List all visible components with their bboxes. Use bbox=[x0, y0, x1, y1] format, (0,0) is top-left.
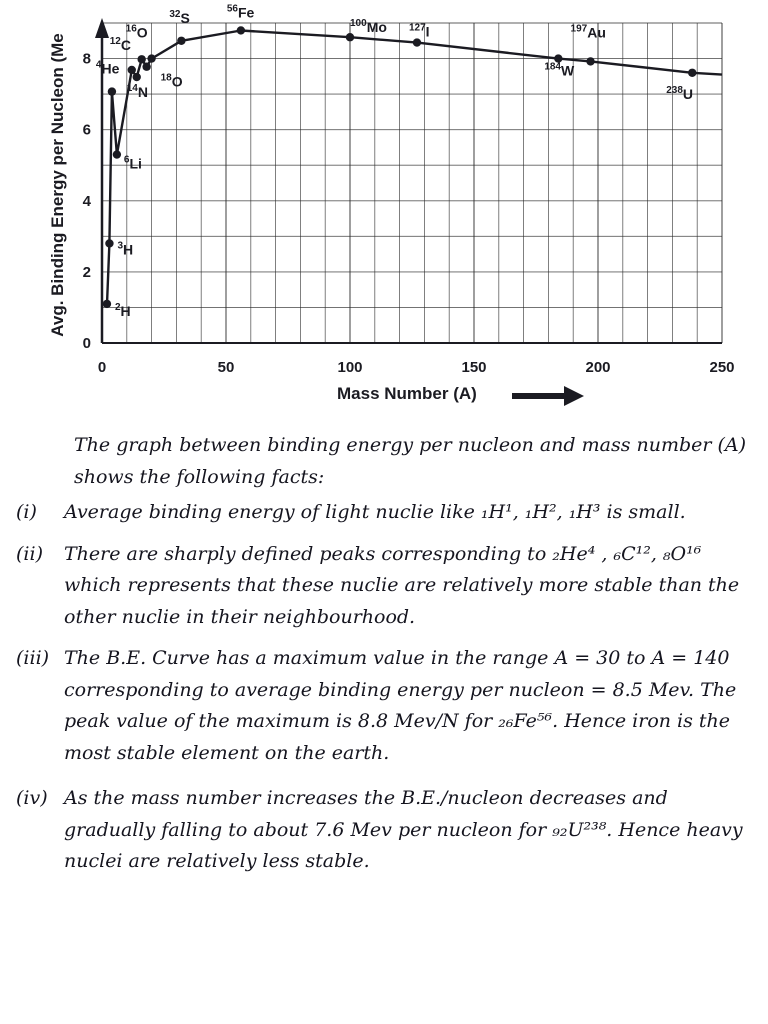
note-number: (iv) bbox=[16, 787, 48, 809]
point-label-element: C bbox=[120, 36, 132, 53]
point-label bbox=[161, 73, 183, 90]
data-point bbox=[113, 150, 121, 158]
note-text: There are sharply defined peaks corresponding to ₂He⁴ , ₆C¹², ₈O¹⁶ which represents that these nuclie are relatively more stable than the other nuclie in their neighbourhood. bbox=[64, 542, 740, 628]
data-point bbox=[147, 54, 155, 62]
point-label-mass: 18 bbox=[160, 72, 172, 84]
point-label bbox=[127, 83, 148, 100]
point-label bbox=[117, 240, 133, 257]
data-point bbox=[103, 300, 111, 308]
point-label bbox=[227, 3, 255, 20]
y-axis-arrow bbox=[95, 18, 109, 38]
point-label-element: He bbox=[101, 60, 120, 77]
point-label bbox=[544, 62, 575, 79]
note-number: (iii) bbox=[16, 647, 50, 669]
point-label-mass: 127 bbox=[408, 22, 426, 34]
binding-energy-chart bbox=[0, 0, 768, 430]
point-label-element: Li bbox=[129, 155, 142, 172]
data-point bbox=[142, 63, 150, 71]
point-label-element: H bbox=[123, 241, 134, 258]
point-label-mass: 32 bbox=[169, 8, 181, 20]
point-label-element: I bbox=[425, 23, 430, 40]
data-point bbox=[688, 69, 696, 77]
data-point bbox=[105, 239, 113, 247]
note-number: (i) bbox=[16, 501, 37, 523]
x-axis-title: Mass Number (A) bbox=[337, 384, 477, 403]
note-number: (ii) bbox=[16, 542, 43, 565]
y-tick-label: 2 bbox=[82, 263, 91, 281]
note-text: As the mass number increases the B.E./nucleon decreases and gradually falling to about 7.6 Mev per nucleon for ₉₂U²³⁸. Hence heavy nuclei are relatively less stable. bbox=[64, 787, 743, 872]
point-label-element: U bbox=[682, 85, 694, 102]
point-label bbox=[571, 23, 606, 40]
point-label-element: W bbox=[561, 62, 575, 79]
point-label-mass: 12 bbox=[109, 35, 121, 47]
point-label bbox=[115, 302, 131, 319]
point-label bbox=[110, 36, 131, 53]
point-label-mass: 6 bbox=[123, 154, 130, 166]
x-tick-label: 50 bbox=[217, 359, 235, 376]
data-point bbox=[177, 37, 185, 45]
notes-intro: The graph between binding energy per nucleon and mass number (A) shows the following facts: bbox=[74, 434, 747, 488]
point-label-element: N bbox=[137, 84, 148, 101]
x-tick-label: 200 bbox=[585, 359, 611, 376]
data-point bbox=[133, 73, 141, 81]
x-tick-label: 0 bbox=[97, 359, 107, 376]
data-point bbox=[137, 55, 145, 63]
point-label-mass: 184 bbox=[544, 61, 562, 73]
point-label-element: Fe bbox=[238, 4, 255, 21]
notes bbox=[16, 430, 752, 888]
x-axis-title-arrow bbox=[512, 386, 584, 406]
data-point bbox=[586, 57, 594, 65]
point-label-element: S bbox=[180, 9, 190, 26]
data-point bbox=[108, 87, 116, 95]
point-label-mass: 3 bbox=[117, 240, 124, 252]
point-label bbox=[666, 85, 693, 102]
point-label-mass: 14 bbox=[126, 83, 138, 95]
point-label-element: O bbox=[171, 73, 183, 90]
point-label-mass: 100 bbox=[350, 18, 367, 30]
note-point-2 bbox=[16, 539, 752, 634]
y-tick-label: 0 bbox=[82, 335, 91, 352]
data-point bbox=[128, 66, 136, 74]
note-point-3 bbox=[16, 643, 752, 769]
data-point bbox=[346, 33, 354, 41]
note-text: Average binding energy of light nuclie like ₁H¹, ₁H², ₁H³ is small. bbox=[64, 501, 686, 523]
x-tick-label: 250 bbox=[709, 359, 735, 376]
y-axis-title: Avg. Binding Energy per Nucleon (Me bbox=[48, 33, 67, 337]
point-label bbox=[409, 23, 430, 40]
point-label-mass: 238 bbox=[666, 84, 683, 96]
x-tick-label: 150 bbox=[461, 359, 487, 376]
point-label-mass: 2 bbox=[114, 301, 121, 313]
point-label-element: Mo bbox=[366, 19, 387, 36]
point-label-mass: 56 bbox=[226, 3, 239, 15]
tick-labels bbox=[83, 51, 735, 376]
point-label-mass: 16 bbox=[125, 23, 137, 35]
y-tick-label: 4 bbox=[82, 192, 91, 210]
y-tick-label: 6 bbox=[82, 121, 91, 139]
y-tick-label: 8 bbox=[82, 50, 91, 68]
point-label-mass: 4 bbox=[95, 59, 102, 71]
data-point bbox=[237, 26, 245, 34]
data-point bbox=[413, 38, 421, 46]
point-label-element: Au bbox=[587, 24, 606, 41]
point-label bbox=[96, 60, 120, 77]
chart-grid bbox=[102, 23, 722, 343]
x-tick-label: 100 bbox=[337, 359, 363, 376]
series-curve bbox=[107, 31, 722, 304]
point-label-element: O bbox=[136, 24, 148, 41]
point-label bbox=[350, 18, 387, 35]
note-point-1 bbox=[16, 497, 752, 529]
point-label-mass: 197 bbox=[570, 23, 588, 35]
note-point-4 bbox=[16, 783, 752, 878]
note-text: The B.E. Curve has a maximum value in the range A = 30 to A = 140 corresponding to average binding energy per nucleon = 8.5 Mev. The peak value of the maximum is 8.8 Mev/N for ₂₆Fe⁵⁶. Hence iron is the most stable element on the earth. bbox=[64, 647, 737, 764]
point-label-element: H bbox=[120, 302, 131, 319]
